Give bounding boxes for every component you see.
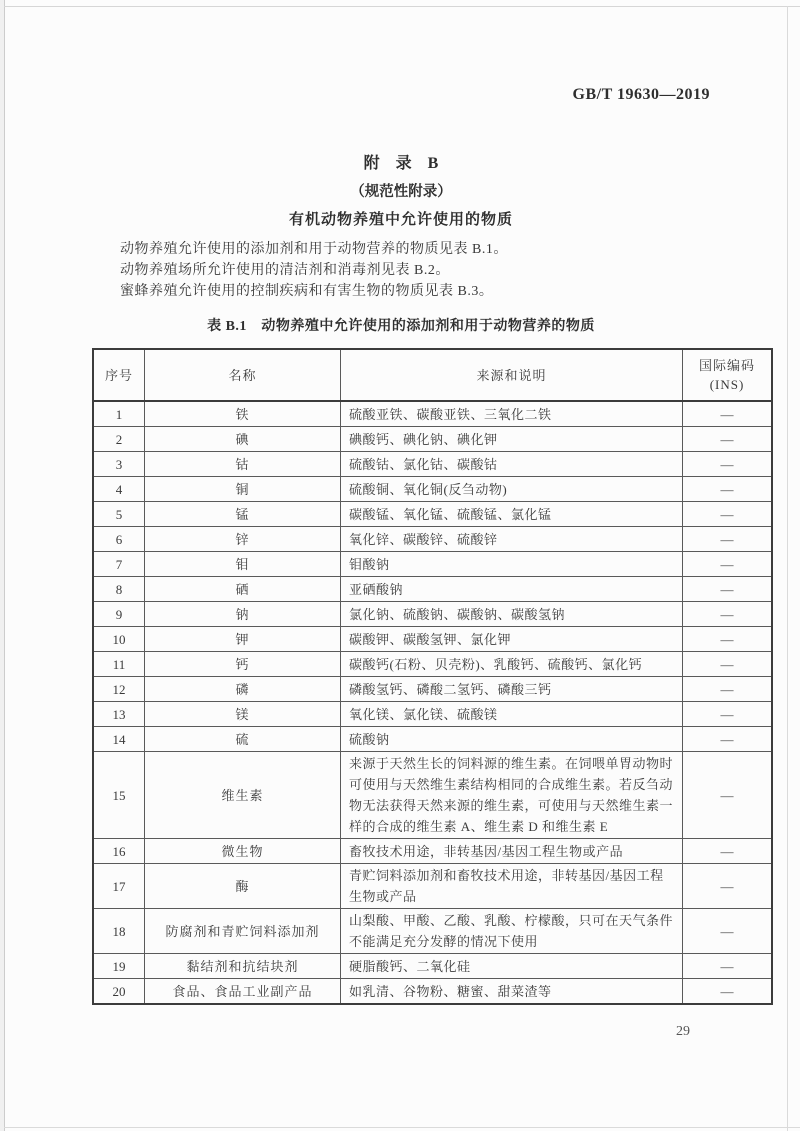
intro-paragraphs xyxy=(92,239,710,302)
cell-desc: 山梨酸、甲酸、乙酸、乳酸、柠檬酸，只可在天气条件不能满足充分发酵的情况下使用 xyxy=(341,909,683,954)
cell-no: 16 xyxy=(93,839,145,864)
cell-no: 18 xyxy=(93,909,145,954)
cell-name: 黏结剂和抗结块剂 xyxy=(145,954,341,979)
cell-name: 酶 xyxy=(145,864,341,909)
cell-name: 碘 xyxy=(145,427,341,452)
cell-no: 19 xyxy=(93,954,145,979)
intro-paragraph: 动物养殖场所允许使用的清洁剂和消毒剂见表 B.2。 xyxy=(120,263,450,278)
cell-no: 1 xyxy=(93,401,145,427)
table-row xyxy=(93,727,772,752)
cell-ins: — xyxy=(683,427,773,452)
cell-name: 钠 xyxy=(145,602,341,627)
appendix-title: 附 录 B xyxy=(363,155,439,172)
table-caption: 表 B.1 动物养殖中允许使用的添加剂和用于动物营养的物质 xyxy=(207,319,595,334)
cell-name: 钙 xyxy=(145,652,341,677)
cell-no: 13 xyxy=(93,702,145,727)
cell-desc: 碳酸钙(石粉、贝壳粉)、乳酸钙、硫酸钙、氯化钙 xyxy=(341,652,683,677)
intro-paragraph: 动物养殖允许使用的添加剂和用于动物营养的物质见表 B.1。 xyxy=(120,242,508,257)
cell-no: 12 xyxy=(93,677,145,702)
cell-no: 11 xyxy=(93,652,145,677)
table-row xyxy=(93,552,772,577)
cell-name: 防腐剂和青贮饲料添加剂 xyxy=(145,909,341,954)
cell-ins: — xyxy=(683,752,773,839)
cell-desc: 青贮饲料添加剂和畜牧技术用途，非转基因/基因工程生物或产品 xyxy=(341,864,683,909)
cell-desc: 如乳清、谷物粉、糖蜜、甜菜渣等 xyxy=(341,979,683,1005)
cell-desc: 硫酸钴、氯化钴、碳酸钴 xyxy=(341,452,683,477)
cell-no: 4 xyxy=(93,477,145,502)
header-cell-ins-line2: (INS) xyxy=(709,377,745,392)
table-row xyxy=(93,627,772,652)
cell-no: 20 xyxy=(93,979,145,1005)
cell-no: 5 xyxy=(93,502,145,527)
cell-name: 钾 xyxy=(145,627,341,652)
table-row xyxy=(93,652,772,677)
page-content xyxy=(92,0,755,1005)
intro-paragraph: 蜜蜂养殖允许使用的控制疾病和有害生物的物质见表 B.3。 xyxy=(120,284,494,299)
cell-ins: — xyxy=(683,477,773,502)
cell-name: 钴 xyxy=(145,452,341,477)
standard-number: GB/T 19630—2019 xyxy=(572,86,710,103)
cell-name: 钼 xyxy=(145,552,341,577)
header-cell-ins-line1: 国际编码 xyxy=(698,358,755,373)
cell-ins: — xyxy=(683,502,773,527)
cell-name: 铜 xyxy=(145,477,341,502)
cell-desc: 硫酸钠 xyxy=(341,727,683,752)
table-row xyxy=(93,427,772,452)
cell-ins: — xyxy=(683,527,773,552)
cell-no: 15 xyxy=(93,752,145,839)
cell-ins: — xyxy=(683,452,773,477)
cell-name: 维生素 xyxy=(145,752,341,839)
cell-ins: — xyxy=(683,909,773,954)
cell-ins: — xyxy=(683,702,773,727)
allowed-substances-table xyxy=(92,348,773,1005)
cell-desc: 亚硒酸钠 xyxy=(341,577,683,602)
table-row xyxy=(93,702,772,727)
table-row xyxy=(93,864,772,909)
cell-desc: 畜牧技术用途，非转基因/基因工程生物或产品 xyxy=(341,839,683,864)
table-row xyxy=(93,602,772,627)
cell-desc: 碘酸钙、碘化钠、碘化钾 xyxy=(341,427,683,452)
cell-name: 硒 xyxy=(145,577,341,602)
scan-edge-left xyxy=(4,0,5,1131)
table-body xyxy=(93,401,772,1004)
page-number: 29 xyxy=(676,1024,690,1039)
cell-ins: — xyxy=(683,839,773,864)
header-cell-name: 名称 xyxy=(145,349,341,401)
cell-desc: 硬脂酸钙、二氧化硅 xyxy=(341,954,683,979)
cell-ins: — xyxy=(683,727,773,752)
table-row xyxy=(93,677,772,702)
cell-ins: — xyxy=(683,677,773,702)
cell-name: 磷 xyxy=(145,677,341,702)
cell-no: 2 xyxy=(93,427,145,452)
cell-ins: — xyxy=(683,864,773,909)
cell-name: 锰 xyxy=(145,502,341,527)
cell-no: 6 xyxy=(93,527,145,552)
cell-no: 14 xyxy=(93,727,145,752)
cell-desc: 钼酸钠 xyxy=(341,552,683,577)
table-row xyxy=(93,477,772,502)
header-cell-desc: 来源和说明 xyxy=(341,349,683,401)
cell-desc: 氧化镁、氯化镁、硫酸镁 xyxy=(341,702,683,727)
cell-name: 硫 xyxy=(145,727,341,752)
table-header-row xyxy=(93,349,772,401)
table-row xyxy=(93,979,772,1005)
appendix-heading: 有机动物养殖中允许使用的物质 xyxy=(288,212,513,228)
cell-ins: — xyxy=(683,652,773,677)
table-row xyxy=(93,909,772,954)
cell-name: 食品、食品工业副产品 xyxy=(145,979,341,1005)
table-row xyxy=(93,401,772,427)
cell-no: 8 xyxy=(93,577,145,602)
scan-edge-bottom xyxy=(4,1127,800,1128)
cell-ins: — xyxy=(683,401,773,427)
cell-desc: 碳酸锰、氧化锰、硫酸锰、氯化锰 xyxy=(341,502,683,527)
cell-ins: — xyxy=(683,979,773,1005)
cell-name: 镁 xyxy=(145,702,341,727)
cell-desc: 来源于天然生长的饲料源的维生素。在饲喂单胃动物时可使用与天然维生素结构相同的合成维生素。若反刍动物无法获得天然来源的维生素，可使用与天然维生素一样的合成的维生素 A、维生素 D 和维生素 E xyxy=(341,752,683,839)
table-row xyxy=(93,954,772,979)
cell-ins: — xyxy=(683,577,773,602)
cell-no: 9 xyxy=(93,602,145,627)
cell-desc: 氯化钠、硫酸钠、碳酸钠、碳酸氢钠 xyxy=(341,602,683,627)
table-row xyxy=(93,839,772,864)
cell-name: 微生物 xyxy=(145,839,341,864)
cell-desc: 硫酸铜、氧化铜(反刍动物) xyxy=(341,477,683,502)
table-row xyxy=(93,502,772,527)
table-row xyxy=(93,752,772,839)
appendix-subtitle: （规范性附录） xyxy=(350,184,452,200)
cell-ins: — xyxy=(683,954,773,979)
table-head xyxy=(93,349,772,401)
cell-name: 锌 xyxy=(145,527,341,552)
cell-desc: 硫酸亚铁、碳酸亚铁、三氧化二铁 xyxy=(341,401,683,427)
table-row xyxy=(93,527,772,552)
table-row xyxy=(93,577,772,602)
cell-no: 3 xyxy=(93,452,145,477)
cell-no: 10 xyxy=(93,627,145,652)
cell-desc: 碳酸钾、碳酸氢钾、氯化钾 xyxy=(341,627,683,652)
table-row xyxy=(93,452,772,477)
scan-edge-right xyxy=(787,6,788,1131)
cell-ins: — xyxy=(683,627,773,652)
cell-ins: — xyxy=(683,602,773,627)
header-cell-no: 序号 xyxy=(93,349,145,401)
cell-name: 铁 xyxy=(145,401,341,427)
cell-desc: 氧化锌、碳酸锌、硫酸锌 xyxy=(341,527,683,552)
cell-ins: — xyxy=(683,552,773,577)
header-cell-ins xyxy=(683,349,773,401)
cell-no: 17 xyxy=(93,864,145,909)
cell-no: 7 xyxy=(93,552,145,577)
cell-desc: 磷酸氢钙、磷酸二氢钙、磷酸三钙 xyxy=(341,677,683,702)
